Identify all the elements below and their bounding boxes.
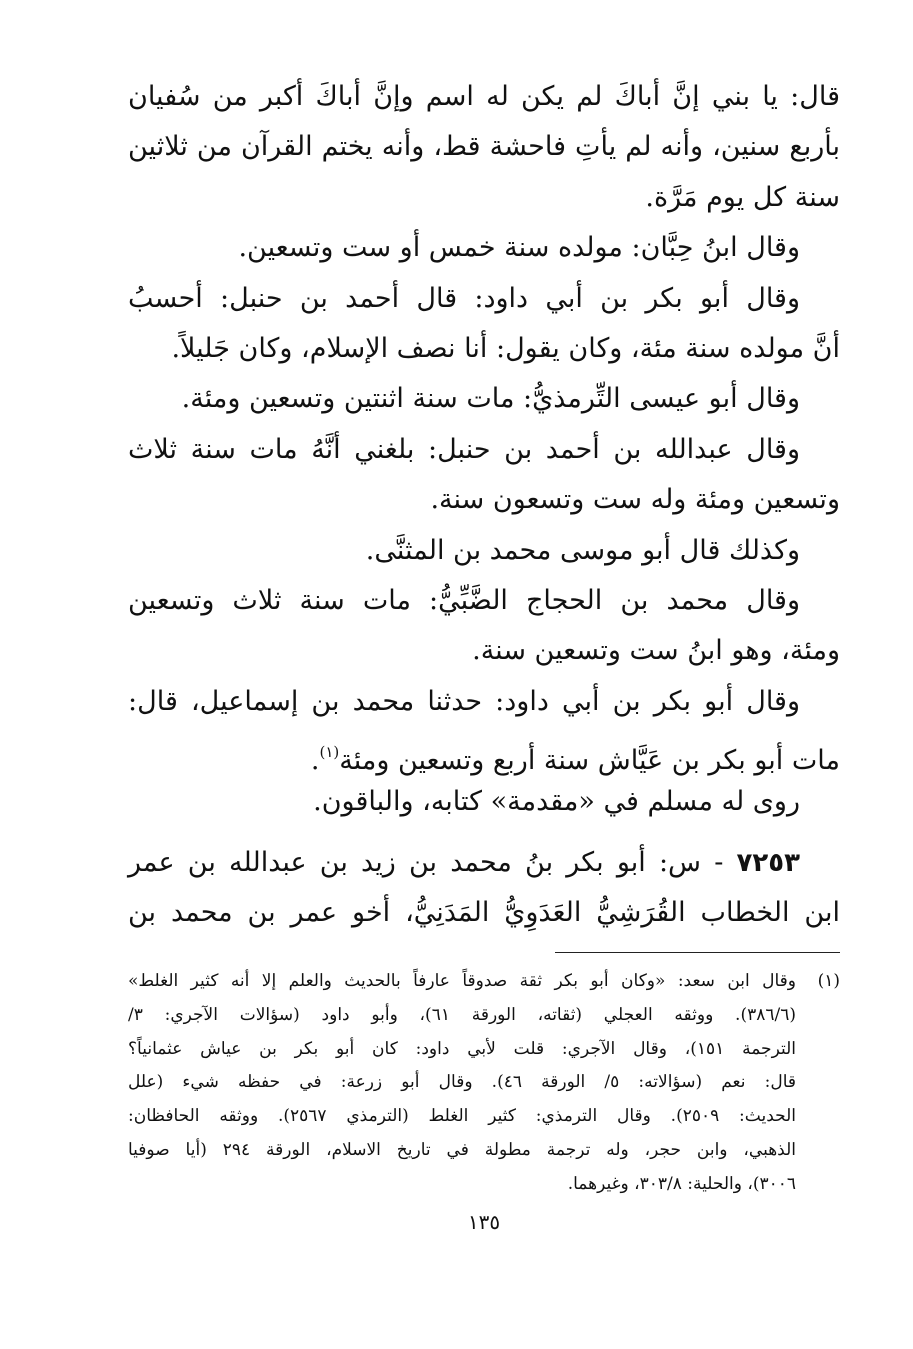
body-line: وقال أبو بكر بن أبي داود: حدثنا محمد بن إسماعيل، قال:: [128, 685, 800, 717]
body-line: وقال أبو عيسى التِّرمذيُّ: مات سنة اثنتين وتسعين ومئة.: [181, 383, 800, 415]
body-line: وقال ابنُ حِبَّان: مولده سنة خمس أو ست وتسعين.: [238, 232, 800, 264]
body-line: سنة كل يوم مَرَّة.: [645, 181, 840, 213]
entry-number: ٧٢٥٣: [736, 847, 800, 878]
body-line: روى له مسلم في «مقدمة» كتابه، والباقون.: [313, 786, 800, 818]
body-line: أنَّ مولده سنة مئة، وكان يقول: أنا نصف الإسلام، وكان جَليلاً.: [171, 332, 840, 364]
footnote-line: الذهبي، وابن حجر، وله ترجمة مطولة في تاريخ الاسلام، الورقة ٢٩٤ (أيا صوفيا: [128, 1139, 796, 1160]
footnote-line: (٣٨٦/٦). ووثقه العجلي (ثقاته، الورقة ٦١)، وأبو داود (سؤالات الآجري: ٣/: [128, 1004, 796, 1025]
body-line: وقال محمد بن الحجاج الضَّبِّيُّ: مات سنة ثلاث وتسعين: [128, 584, 800, 616]
body-line: بأربع سنين، وأنه لم يأتِ فاحشة قط، وأنه يختم القرآن من ثلاثين: [128, 131, 840, 163]
footnote-line: ٣٠٠٦)، والحلية: ٣٠٣/٨، وغيرهما.: [567, 1173, 796, 1194]
entry-heading-text: - س: أبو بكر بنُ محمد بن زيد بن عبدالله بن عمر: [128, 846, 724, 878]
footnotes: [128, 965, 840, 1202]
body-line: وتسعين ومئة وله ست وتسعون سنة.: [430, 484, 840, 516]
entry-heading-line: [128, 838, 840, 888]
entry-line: ابن الخطاب القُرَشِيُّ العَدَوِيُّ المَدَنِيُّ، أخو عمر بن محمد بن: [128, 897, 840, 929]
main-text: [128, 72, 840, 939]
body-line: مات أبو بكر بن عَيَّاش سنة أربع وتسعين ومئة$^{(١)}$.: [310, 743, 840, 777]
body-line: وكذلك قال أبو موسى محمد بن المثنَّى.: [365, 534, 800, 566]
body-line: قال: يا بني إنَّ أباكَ لم يكن له اسم وإنَّ أباكَ أكبر من سُفيان: [128, 81, 840, 112]
footnote-line: [128, 965, 840, 999]
body-line: ومئة، وهو ابنُ ست وتسعين سنة.: [472, 635, 840, 667]
footnote-marker: (١): [817, 971, 840, 991]
footnote-line: الترجمة ١٥١)، وقال الآجري: قلت لأبي داود: كان أبو بكر بن عياش عثمانياً؟: [128, 1038, 796, 1059]
page-number: ١٣٥: [467, 1210, 501, 1234]
body-line: وقال أبو بكر بن أبي داود: قال أحمد بن حنبل: أحسبُ: [128, 282, 800, 314]
footnote-line: قال: نعم (سؤالاته: ٥/ الورقة ٤٦). وقال أبو زرعة: في حفظه شيء (علل: [128, 1072, 796, 1093]
body-line-text: مات أبو بكر بن عَيَّاش سنة أربع وتسعين ومئة: [339, 745, 840, 777]
footnote-reference[interactable]: (١): [319, 743, 340, 762]
body-line: وقال عبدالله بن أحمد بن حنبل: بلغني أنَّهُ مات سنة ثلاث: [128, 433, 800, 465]
footnote-text: وقال ابن سعد: «وكان أبو بكر ثقة صدوقاً عارفاً بالحديث والعلم إلا أنه كثير الغلط»: [128, 971, 796, 991]
footnote-divider: [555, 952, 840, 953]
footnote-line: الحديث: ٢٥٠٩). وقال الترمذي: كثير الغلط (الترمذي ٢٥٦٧). ووثقه الحافظان:: [128, 1106, 796, 1127]
book-page: [128, 72, 840, 1332]
